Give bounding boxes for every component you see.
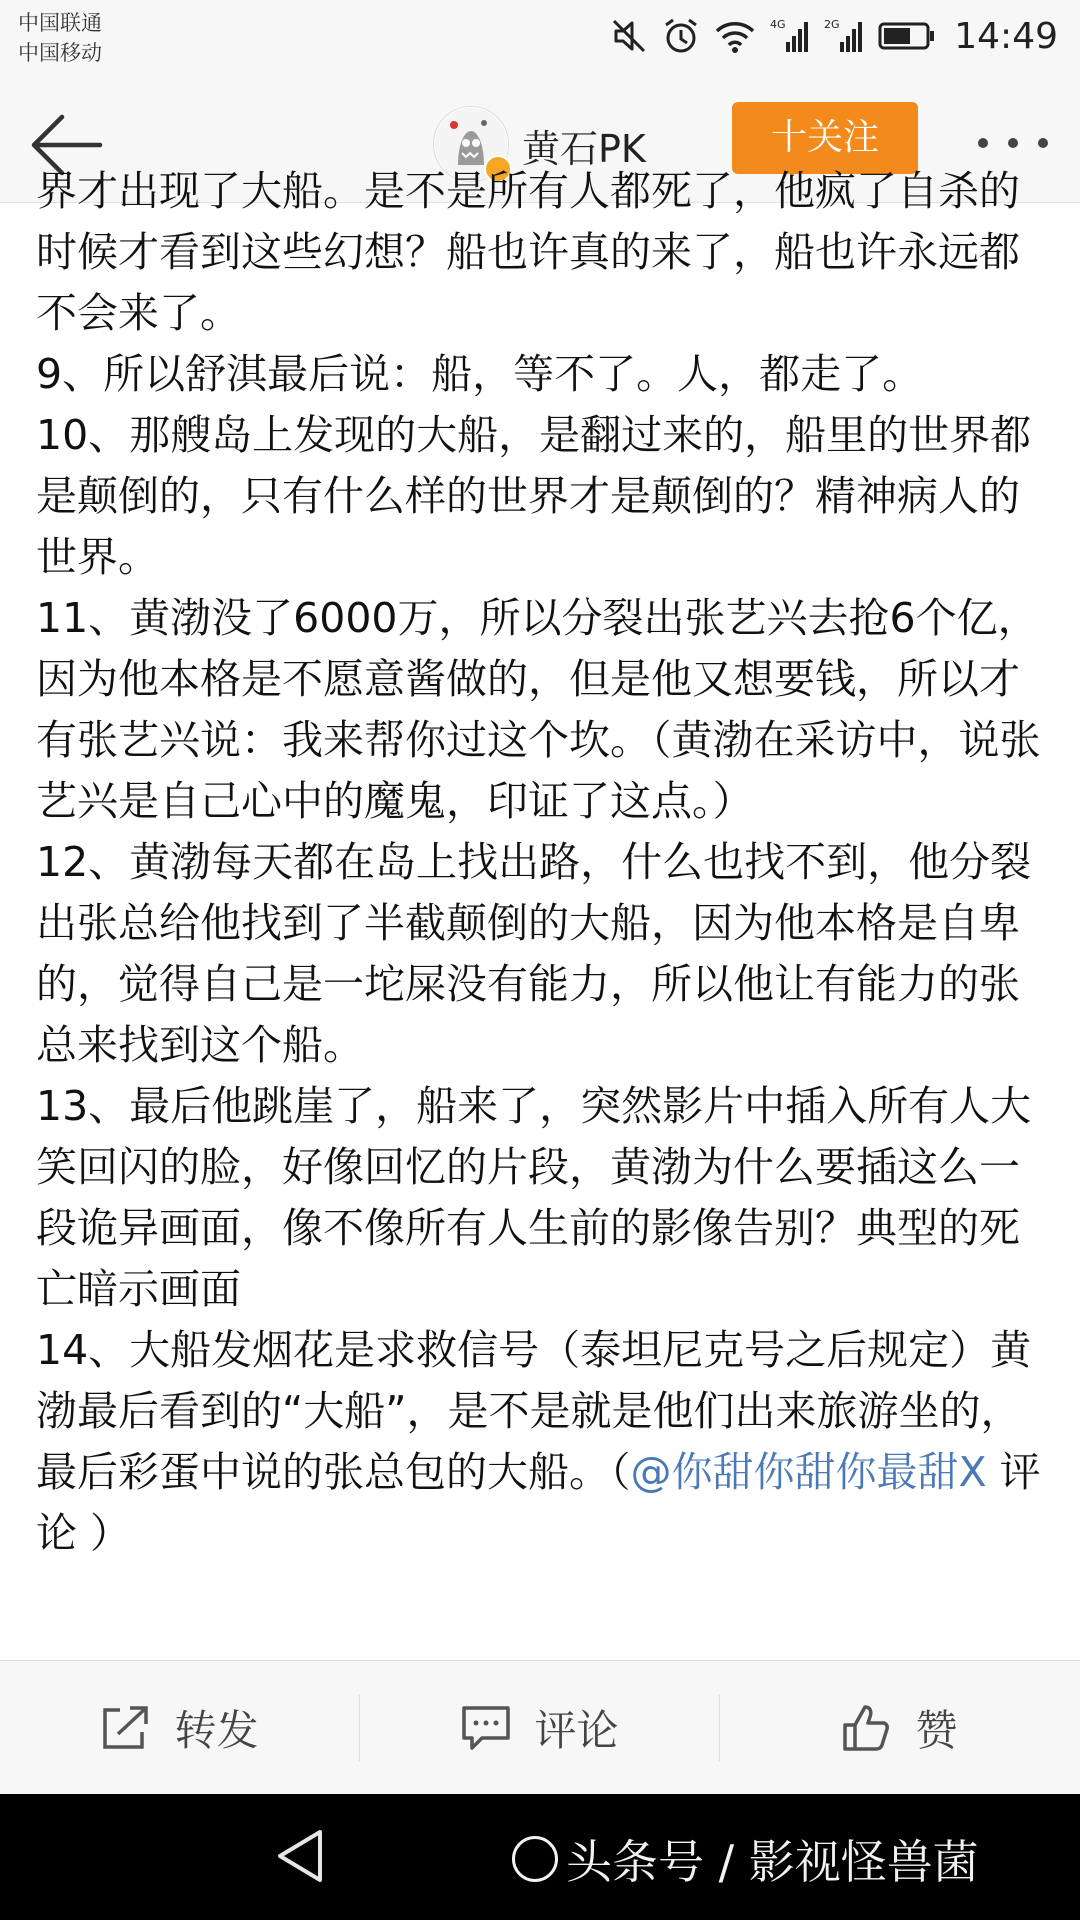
post-text [36, 161, 1046, 1564]
carrier-info [18, 8, 102, 68]
user-mention-link[interactable]: @你甜你甜你最甜X [630, 1448, 987, 1496]
like-button[interactable] [720, 1661, 1079, 1795]
comment-button[interactable] [360, 1661, 719, 1795]
repost-button[interactable] [0, 1661, 359, 1795]
action-bar [0, 1660, 1080, 1795]
paragraph: 10、那艘岛上发现的大船，是翻过来的，船里的世界都是颠倒的，只有什么样的世界才是颠倒的？精神病人的世界。 [36, 411, 1032, 581]
thumbs-up-icon [841, 1703, 893, 1753]
triangle-back-icon [272, 1826, 328, 1886]
paragraph: 12、黄渤每天都在岛上找出路，什么也找不到，他分裂出张总给他找到了半截颠倒的大船，因为他本格是自卑的，觉得自己是一坨屎没有能力，所以他让有能力的张总来找到这个船。 [36, 838, 1032, 1069]
post-content[interactable] [0, 167, 1080, 1659]
signal-icon-2 [824, 16, 864, 56]
share-icon [100, 1704, 152, 1752]
username[interactable]: 黄石PK [522, 127, 646, 171]
paragraph-text: 14、大船发烟花是求救信号（泰坦尼克号之后规定）黄渤最后看到的“大船”，是不是就是他们出来旅游坐的，最后彩蛋中说的张总包的大船。（ [36, 1326, 1032, 1496]
carrier-2: 中国移动 [18, 41, 102, 65]
clock: 14:49 [954, 15, 1058, 57]
alarm-icon [662, 17, 700, 55]
comment-icon [460, 1704, 512, 1752]
battery-icon [878, 21, 936, 51]
paragraph: 11、黄渤没了6000万，所以分裂出张艺兴去抢6个亿，因为他本格是不愿意酱做的，但是他又想要钱，所以才有张艺兴说：我来帮你过这个坎。（黄渤在采访中，说张艺兴是自己心中的魔鬼，印证了这点。） [36, 594, 1041, 825]
paragraph-14 [36, 1320, 1046, 1564]
mute-icon [610, 17, 648, 55]
like-label: 赞 [915, 1706, 958, 1755]
status-bar [0, 0, 1080, 88]
comment-label: 评论 [534, 1706, 619, 1755]
repost-label: 转发 [174, 1706, 259, 1755]
carrier-1: 中国联通 [18, 11, 102, 35]
svg-text:4G: 4G [770, 18, 786, 31]
paragraph: 13、最后他跳崖了，船来了，突然影片中插入所有人大笑回闪的脸，好像回忆的片段，黄渤为什么要插这么一段诡异画面，像不像所有人生前的影像告别？典型的死亡暗示画面 [36, 1082, 1032, 1313]
status-icons [610, 14, 1058, 58]
watermark-text: 头条号 / 影视怪兽菌 [566, 1835, 979, 1889]
paragraph-tail: 评论 ） [36, 1448, 1041, 1557]
watermark [512, 1824, 979, 1894]
home-circle-icon[interactable] [512, 1836, 558, 1882]
svg-text:2G: 2G [824, 18, 840, 31]
signal-icon-1 [770, 16, 810, 56]
paragraph: 界才出现了大船。是不是所有人都死了，他疯了自杀的时候才看到这些幻想？船也许真的来了，船也许永远都不会来了。 [36, 167, 1020, 337]
follow-button[interactable]: 十关注 [732, 102, 918, 174]
system-nav-bar [0, 1794, 1080, 1920]
paragraph: 9、所以舒淇最后说：船，等不了。人，都走了。 [36, 350, 924, 398]
wifi-icon [714, 17, 756, 55]
system-back-button[interactable] [272, 1826, 328, 1890]
